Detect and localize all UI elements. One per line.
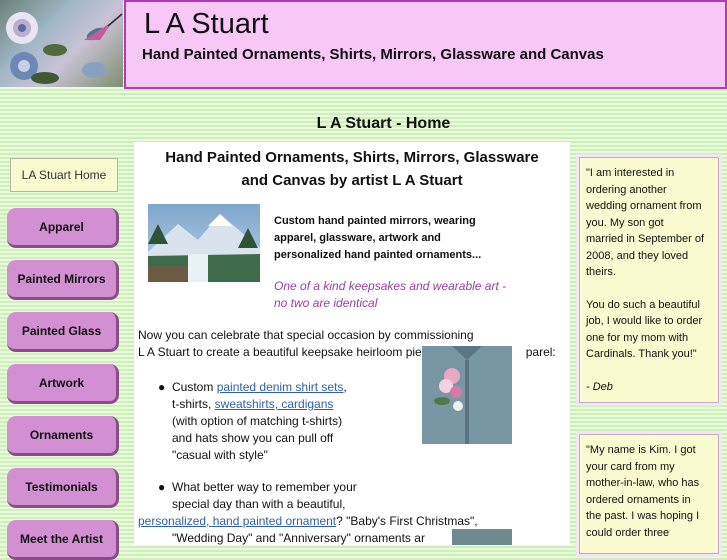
tagline-line: One of a kind keepsakes and wearable art -	[274, 279, 507, 293]
main-heading	[134, 146, 570, 192]
ornament-photo-image	[452, 529, 512, 545]
painted-denim-shirt-sets-link[interactable]: painted denim shirt sets	[216, 380, 344, 394]
testimonial-line: You do such a beautiful	[586, 298, 700, 311]
nav-item-apparel[interactable]: Apparel	[7, 208, 119, 248]
testimonial-line: your card from my	[586, 460, 675, 473]
intro-line: apparel, glassware, artwork and	[274, 232, 441, 244]
testimonial-line: the past. I was hoping I	[586, 510, 700, 522]
page-title: L A Stuart - Home	[316, 115, 451, 132]
testimonial-line: one for my mom with	[586, 331, 689, 344]
painted-shirt-image	[422, 346, 512, 444]
bullet-text: t-shirts,	[172, 397, 215, 411]
site-logo-image	[0, 0, 123, 87]
testimonial-line: could order three	[586, 526, 670, 539]
paragraph-line: L A Stuart to create a beautiful keepsake heirloom pie	[138, 345, 422, 359]
testimonial-line: you. My son got	[586, 216, 664, 229]
testimonial-card	[579, 434, 719, 554]
nav-item-ornaments[interactable]: Ornaments	[7, 416, 119, 456]
bullet-text: Custom	[172, 380, 217, 394]
testimonial-author: - Deb	[586, 380, 613, 393]
testimonial-line: married in September of	[586, 233, 704, 245]
sweatshirts-cardigans-link[interactable]: sweatshirts, cardigans	[214, 397, 334, 411]
testimonial-line: ordering another	[586, 183, 667, 196]
nav-item-testimonials[interactable]: Testimonials	[7, 468, 119, 508]
mountain-painting-image	[148, 204, 260, 282]
flower-hummingbird-icon	[0, 0, 123, 87]
testimonial-line: job, I would like to order	[586, 315, 703, 327]
intro-line: Custom hand painted mirrors, wearing	[274, 215, 476, 227]
testimonial-line: mother-in-law, who has	[586, 477, 700, 489]
nav-item-artwork[interactable]: Artwork	[7, 364, 119, 404]
tagline	[274, 278, 524, 312]
bullet-text: (with option of matching t-shirts)	[172, 414, 343, 428]
testimonial-line: "My name is Kim. I got	[586, 444, 696, 456]
testimonial-card	[579, 157, 719, 403]
bullet-text: ? "Baby's First Christmas",	[336, 514, 478, 528]
nav-item-home[interactable]: LA Stuart Home	[10, 158, 118, 192]
testimonial-line: theirs.	[586, 266, 616, 278]
testimonial-line: "I am interested in	[586, 167, 675, 179]
main-heading-line1: Hand Painted Ornaments, Shirts, Mirrors, Glassware	[165, 149, 539, 166]
bullet-text: ,	[343, 380, 347, 394]
site-subtitle: Hand Painted Ornaments, Shirts, Mirrors, Glassware and Canvas	[142, 46, 604, 63]
nav-item-painted-glass[interactable]: Painted Glass	[7, 312, 119, 352]
paragraph-line: Now you can celebrate that special occasion by commissioning	[138, 328, 474, 342]
bullet-text: and hats show you can pull off	[172, 431, 334, 445]
testimonial-line: wedding ornament from	[586, 200, 702, 212]
main-heading-line2: and Canvas by artist L A Stuart	[241, 172, 463, 189]
testimonial-line: 2008, and they loved	[586, 249, 689, 262]
bullet-text: special day than with a beautiful,	[172, 497, 346, 511]
main-content	[134, 142, 570, 545]
site-title: L A Stuart	[144, 8, 269, 40]
list-item	[158, 479, 432, 513]
tagline-line: no two are identical	[274, 296, 378, 310]
intro-text	[274, 213, 514, 264]
nav-item-meet-the-artist[interactable]: Meet the Artist	[7, 520, 119, 560]
bullet-icon: ●	[158, 380, 166, 394]
testimonial-line: ordered ornaments in	[586, 493, 691, 506]
bullet-text: What better way to remember your	[172, 480, 357, 494]
site-header	[124, 0, 727, 89]
bullet-text: "Wedding Day" and "Anniversary" ornaments ar	[172, 531, 425, 545]
intro-line: personalized hand painted ornaments...	[274, 249, 482, 261]
bullet-icon: ●	[158, 480, 166, 494]
personalized-ornament-link[interactable]: personalized, hand painted ornament	[138, 514, 337, 528]
bullet-text: "casual with style"	[172, 448, 268, 462]
paragraph-line: parel:	[525, 345, 556, 359]
list-item	[158, 379, 432, 464]
nav-item-painted-mirrors[interactable]: Painted Mirrors	[7, 260, 119, 300]
testimonial-line: Cardinals. Thank you!"	[586, 348, 697, 360]
